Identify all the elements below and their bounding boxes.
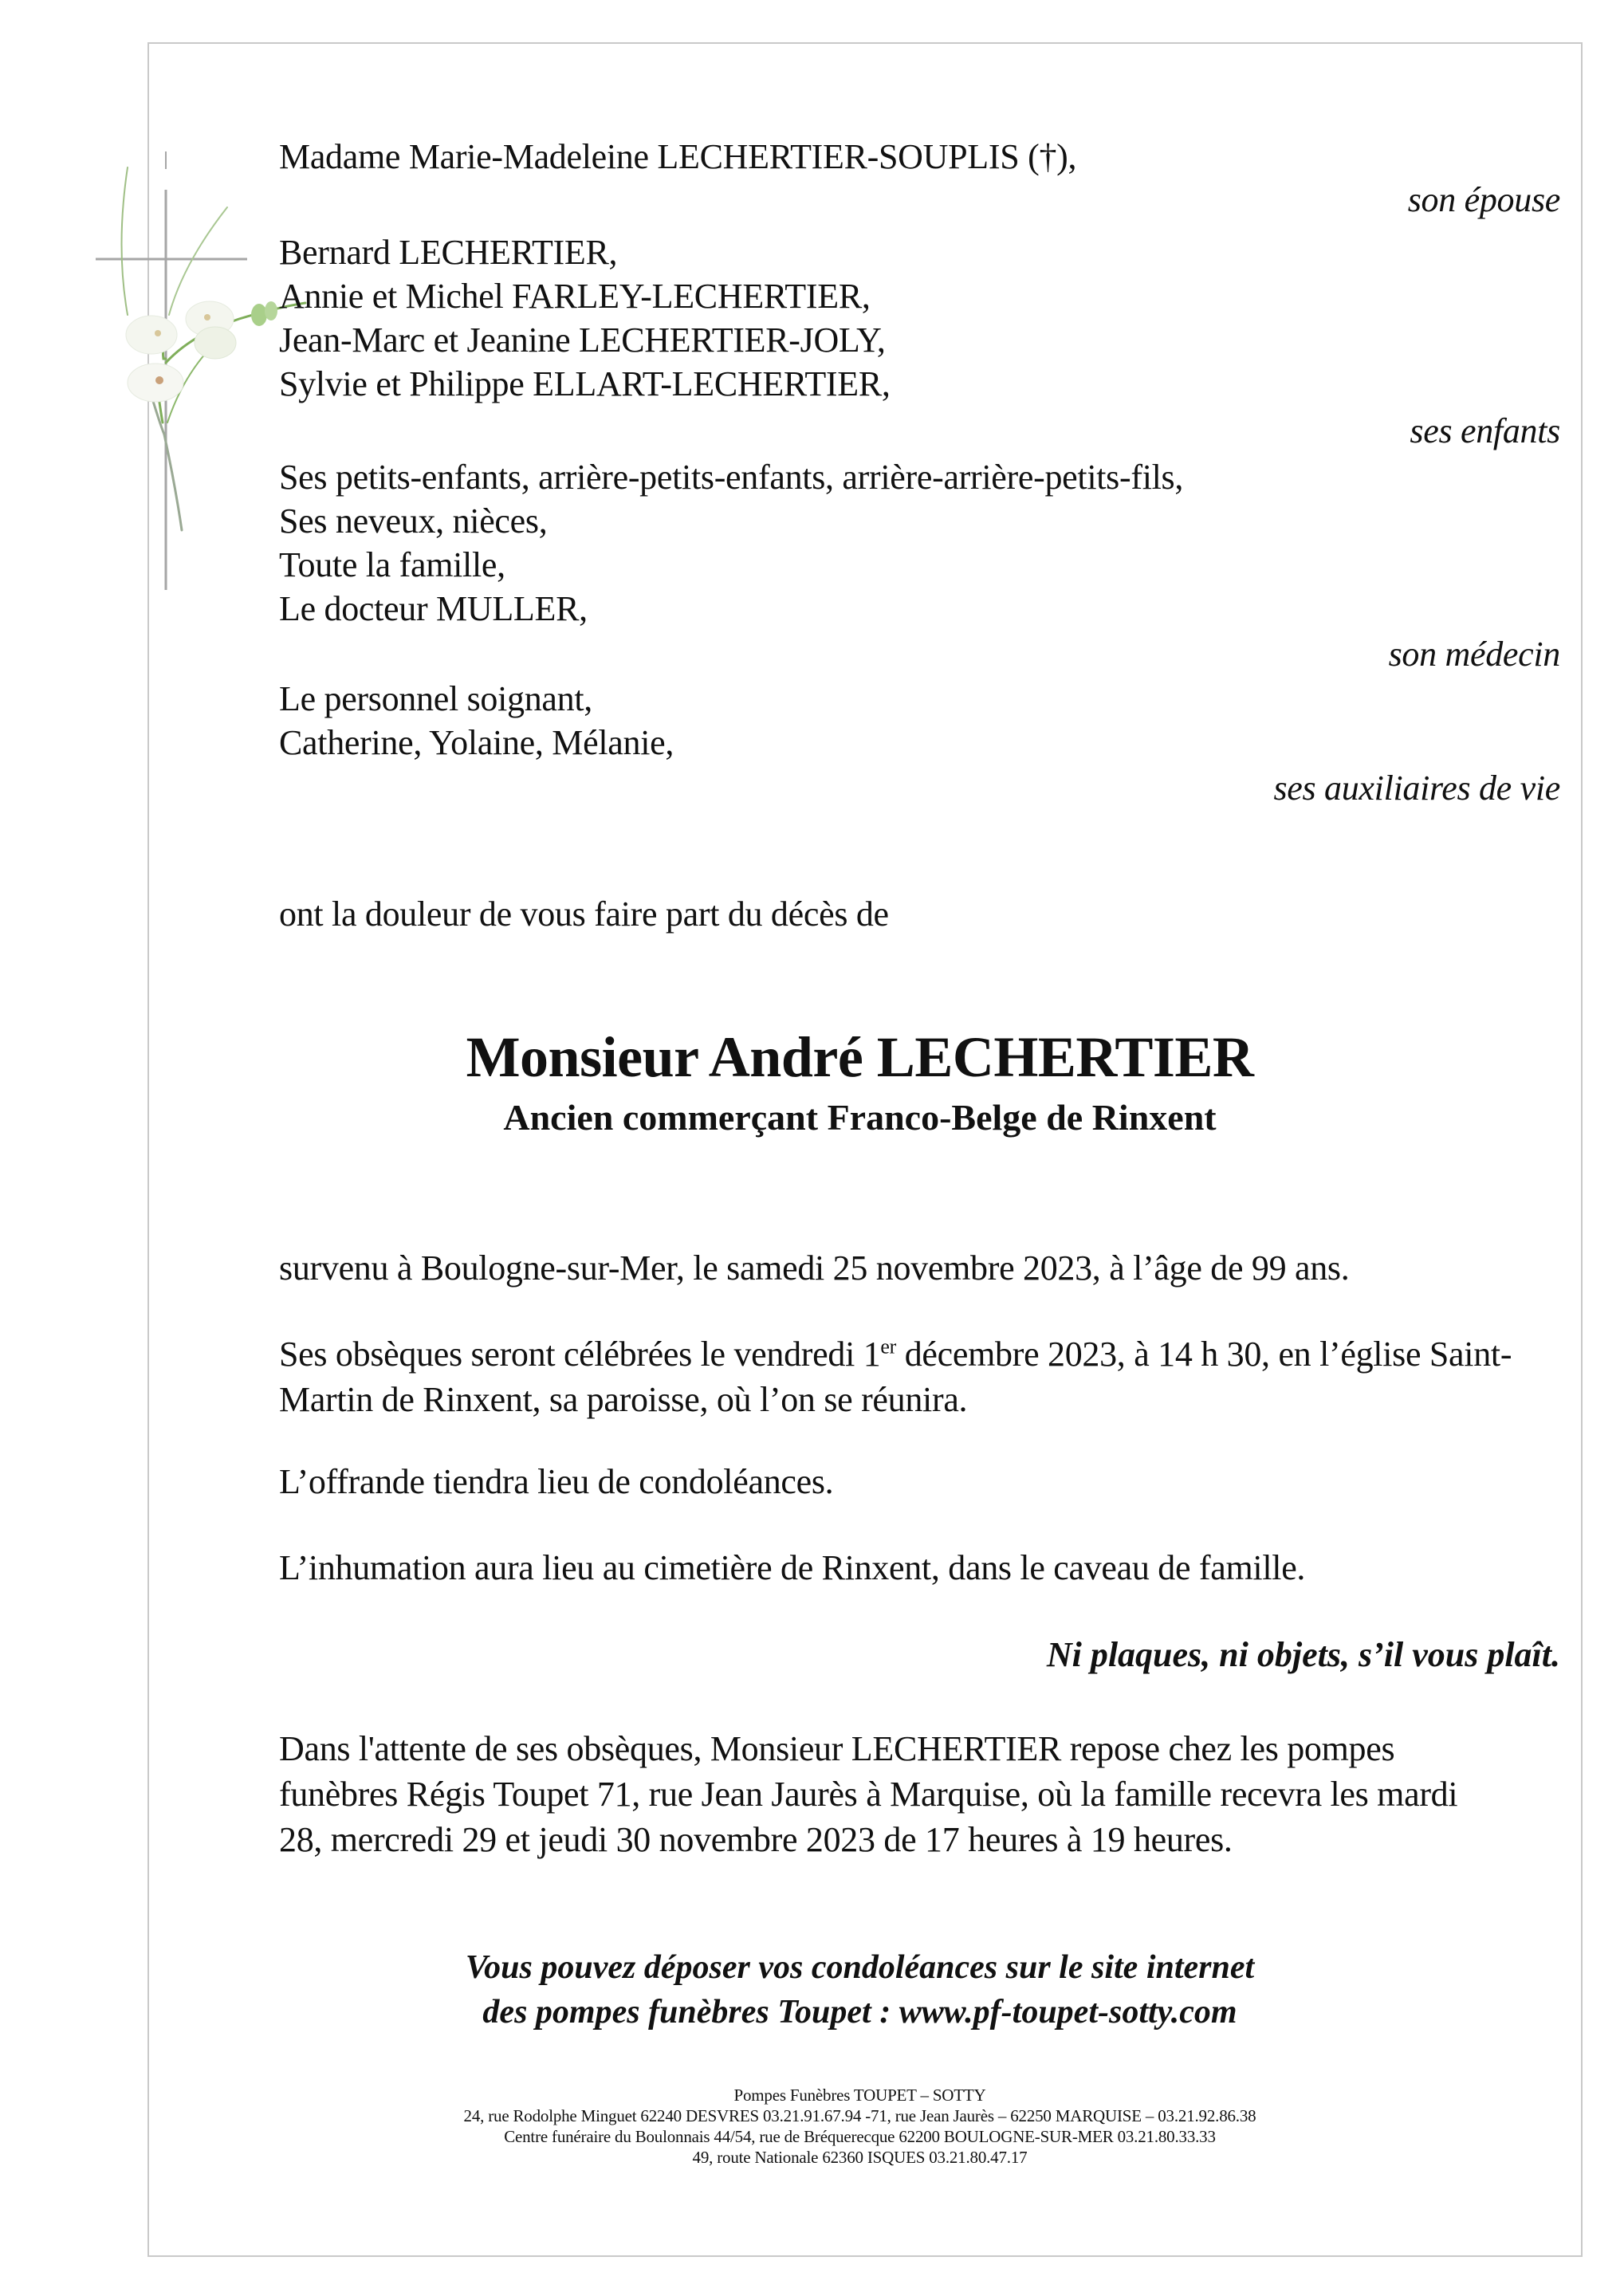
family-doctor-line: Le docteur MULLER,: [279, 589, 588, 628]
role-spouse: son épouse: [1407, 180, 1560, 219]
condolences-note: [0, 1945, 1624, 2035]
family-relatives-line: Ses neveux, nièces,: [279, 501, 548, 541]
role-children: ses enfants: [1410, 411, 1560, 450]
family-caregivers-line: Catherine, Yolaine, Mélanie,: [279, 723, 674, 762]
condolences-line-2: [96, 1990, 1624, 2035]
condolences-website-link[interactable]: www.pf-toupet-sotty.com: [899, 1994, 1237, 2031]
role-caregivers: ses auxiliaires de vie: [1273, 769, 1560, 808]
deceased-name: Monsieur André LECHERTIER: [466, 1025, 1254, 1089]
condolences-line-1: Vous pouvez déposer vos condoléances sur le site internet: [465, 1949, 1255, 1986]
family-child-line: Bernard LECHERTIER,: [279, 233, 618, 272]
family-child-line: Sylvie et Philippe ELLART-LECHERTIER,: [279, 364, 891, 403]
offering-note: L’offrande tiendra lieu de condoléances.: [279, 1462, 834, 1501]
family-child-line: Annie et Michel FARLEY-LECHERTIER,: [279, 277, 871, 316]
death-details: survenu à Boulogne-sur-Mer, le samedi 25 novembre 2023, à l’âge de 99 ans.: [279, 1248, 1350, 1288]
family-child-line: Jean-Marc et Jeanine LECHERTIER-JOLY,: [279, 320, 886, 360]
family-relatives-line: Ses petits-enfants, arrière-petits-enfants, arrière-arrière-petits-fils,: [279, 458, 1184, 497]
footer-address-line: Centre funéraire du Boulonnais 44/54, rue de Bréquerecque 62200 BOULOGNE-SUR-MER 03.21.80.33.33: [504, 2127, 1216, 2146]
family-relatives-line: Toute la famille,: [279, 545, 505, 584]
family-caregivers-line: Le personnel soignant,: [279, 679, 592, 718]
role-doctor: son médecin: [1388, 635, 1560, 674]
burial-details: L’inhumation aura lieu au cimetière de Rinxent, dans le caveau de famille.: [279, 1548, 1306, 1587]
funeral-home-footer: [0, 2085, 1624, 2168]
funeral-details-part2: décembre 2023, à 14 h 30, en l’église Saint-Martin de Rinxent, sa paroisse, où l’on se réunira.: [279, 1335, 1512, 1419]
funeral-details: [279, 1331, 1539, 1422]
funeral-details-ordinal: er: [880, 1335, 897, 1358]
family-spouse-line: Madame Marie-Madeleine LECHERTIER-SOUPLIS (†),: [279, 137, 1077, 176]
no-plaques-note: Ni plaques, ni objets, s’il vous plaît.: [1046, 1635, 1560, 1674]
flowers-icon: [126, 301, 277, 402]
footer-address-line: 49, route Nationale 62360 ISQUES 03.21.80.47.17: [692, 2148, 1028, 2167]
deceased-title: Ancien commerçant Franco-Belge de Rinxent: [503, 1097, 1217, 1138]
condolences-line-2-prefix: des pompes funèbres Toupet :: [482, 1994, 899, 2031]
visitation-details: Dans l'attente de ses obsèques, Monsieur LECHERTIER repose chez les pompes funèbres Régis Toupet 71, rue Jean Jaurès à Marquise, où la famille recevra les mardi 28, mercredi 29 et jeudi 30 novembre 2023 de 17 heures à 19 heures.: [279, 1729, 1458, 1859]
footer-address-line: 24, rue Rodolphe Minguet 62240 DESVRES 03.21.91.67.94 -71, rue Jean Jaurès – 62250 MARQUISE – 03.21.92.86.38: [463, 2106, 1256, 2125]
footer-company: Pompes Funèbres TOUPET – SOTTY: [733, 2086, 986, 2105]
funeral-details-part1: Ses obsèques seront célébrées le vendredi 1: [279, 1335, 881, 1374]
announcement-text: ont la douleur de vous faire part du décès de: [279, 894, 889, 934]
